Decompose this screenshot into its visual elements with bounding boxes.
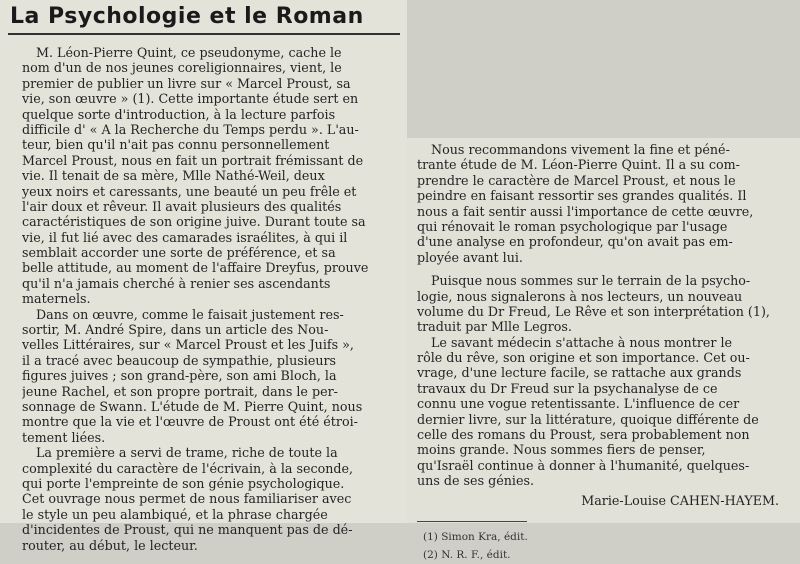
text-line: celle des romans du Proust, sera probablement non [417,427,750,443]
text-line: d'incidentes de Proust, qui ne manquent pas de dé- [22,522,353,538]
text-line: La première a servi de trame, riche de toute la [36,445,338,461]
text-line: l'air doux et rêveur. Il avait plusieurs des qualités [22,198,342,214]
text-line: qu'Israël continue à donner à l'humanité, quelques- [417,457,750,473]
title-rule [8,33,400,35]
text-line: rôle du rêve, son origine et son importance. Cet ou- [417,350,750,366]
text-line: figures juives ; son grand-père, son ami Bloch, la [22,368,337,384]
text-line: Puisque nous sommes sur le terrain de la psycho- [431,273,751,289]
text-line: le style un peu alambiqué, et la phrase chargée [22,506,328,522]
footnote: (1) Simon Kra, édit. [423,530,528,543]
text-line: nous a fait sentir aussi l'importance de cette œuvre, [417,203,754,219]
text-line: vie, son œuvre » (1). Cette importante étude sert en [22,91,359,107]
text-line: maternels. [22,291,91,307]
text-line: Nous recommandons vivement la fine et péné- [431,142,730,157]
text-line: nom d'un de nos jeunes coreligionnaires, vient, le [22,60,342,76]
article-title: La Psychologie et le Roman [10,4,364,29]
text-line: router, au début, le lecteur. [22,537,198,553]
text-line: volume du Dr Freud, Le Rêve et son interprétation (1), [417,303,770,319]
text-line: qui porte l'empreinte de son génie psychologique. [22,475,345,491]
text-line: moins grande. Nous sommes fiers de penser, [417,442,706,458]
left-column [22,45,394,553]
author-signature: Marie-Louise CAHEN-HAYEM. [581,492,779,508]
text-line: caractéristiques de son origine juive. Durant toute sa [22,214,366,230]
text-line: sonnage de Swann. L'étude de M. Pierre Quint, nous [22,398,363,414]
text-line: vie, il fut lié avec des camarades israélites, à qui il [22,229,348,245]
text-line: qui rénovait le roman psychologique par l'usage [417,218,728,234]
text-line: semblait accorder une sorte de préférence, et sa [22,245,336,261]
text-line: M. Léon-Pierre Quint, ce pseudonyme, cache le [36,45,342,60]
text-line: jeune Rachel, et son propre portrait, dans le per- [22,383,338,399]
text-line: montre que la vie et l'œuvre de Proust ont été étroi- [22,414,358,430]
text-line: il a tracé avec beaucoup de sympathie, plusieurs [22,352,337,368]
text-line: prendre le caractère de Marcel Proust, et nous le [417,172,736,188]
text-line: teur, bien qu'il n'ait pas connu personnellement [22,137,330,153]
text-line: vie. Il tenait de sa mère, Mlle Nathé-Weil, deux [22,168,325,184]
text-line: qu'il n'a jamais cherché à renier ses ascendants [22,275,331,291]
text-line: premier de publier un livre sur « Marcel Proust, sa [22,75,351,91]
text-line: Cet ouvrage nous permet de nous familiariser avec [22,491,352,507]
paragraph-gap [417,265,789,273]
text-line: connu une vogue retentissante. L'influence de cer [417,396,740,412]
text-line: traduit par Mlle Legros. [417,319,572,335]
text-line: belle attitude, au moment de l'affaire Dreyfus, prouve [22,260,369,276]
text-line: difficile d' « A la Recherche du Temps perdu ». L'au- [22,121,359,137]
text-line: d'une analyse en profondeur, qu'on avait pas em- [417,234,733,250]
text-line: complexité du caractère de l'écrivain, à la seconde, [22,460,354,476]
text-line: ployée avant lui. [417,249,523,265]
text-line: travaux du Dr Freud sur la psychanalyse de ce [417,380,718,396]
text-line: velles Littéraires, sur « Marcel Proust et les Juifs », [22,337,354,353]
text-line: yeux noirs et caressants, une beauté un peu frêle et [22,183,357,199]
text-line: dernier livre, sur la littérature, quoique différente de [417,411,759,427]
text-line: sortir, M. André Spire, dans un article des Nou- [22,322,329,338]
text-line: quelque sorte d'introduction, à la lecture parfois [22,106,336,122]
text-line: tement liées. [22,429,106,445]
text-line: logie, nous signalerons à nos lecteurs, un nouveau [417,288,743,304]
text-line: peindre en faisant ressortir ses grandes qualités. Il [417,188,747,204]
text-line: trante étude de M. Léon-Pierre Quint. Il a su com- [417,157,740,173]
text-line: Dans on œuvre, comme le faisait justement res- [36,306,344,322]
footnote: (2) N. R. F., édit. [423,548,511,561]
text-line: Marcel Proust, nous en fait un portrait frémissant de [22,152,364,168]
text-line: Le savant médecin s'attache à nous montrer le [431,334,733,350]
text-line: vrage, d'une lecture facile, se rattache aux grands [417,365,742,381]
text-line: uns de ses génies. [417,473,535,489]
right-column [417,142,789,564]
footnote-rule [417,521,527,522]
